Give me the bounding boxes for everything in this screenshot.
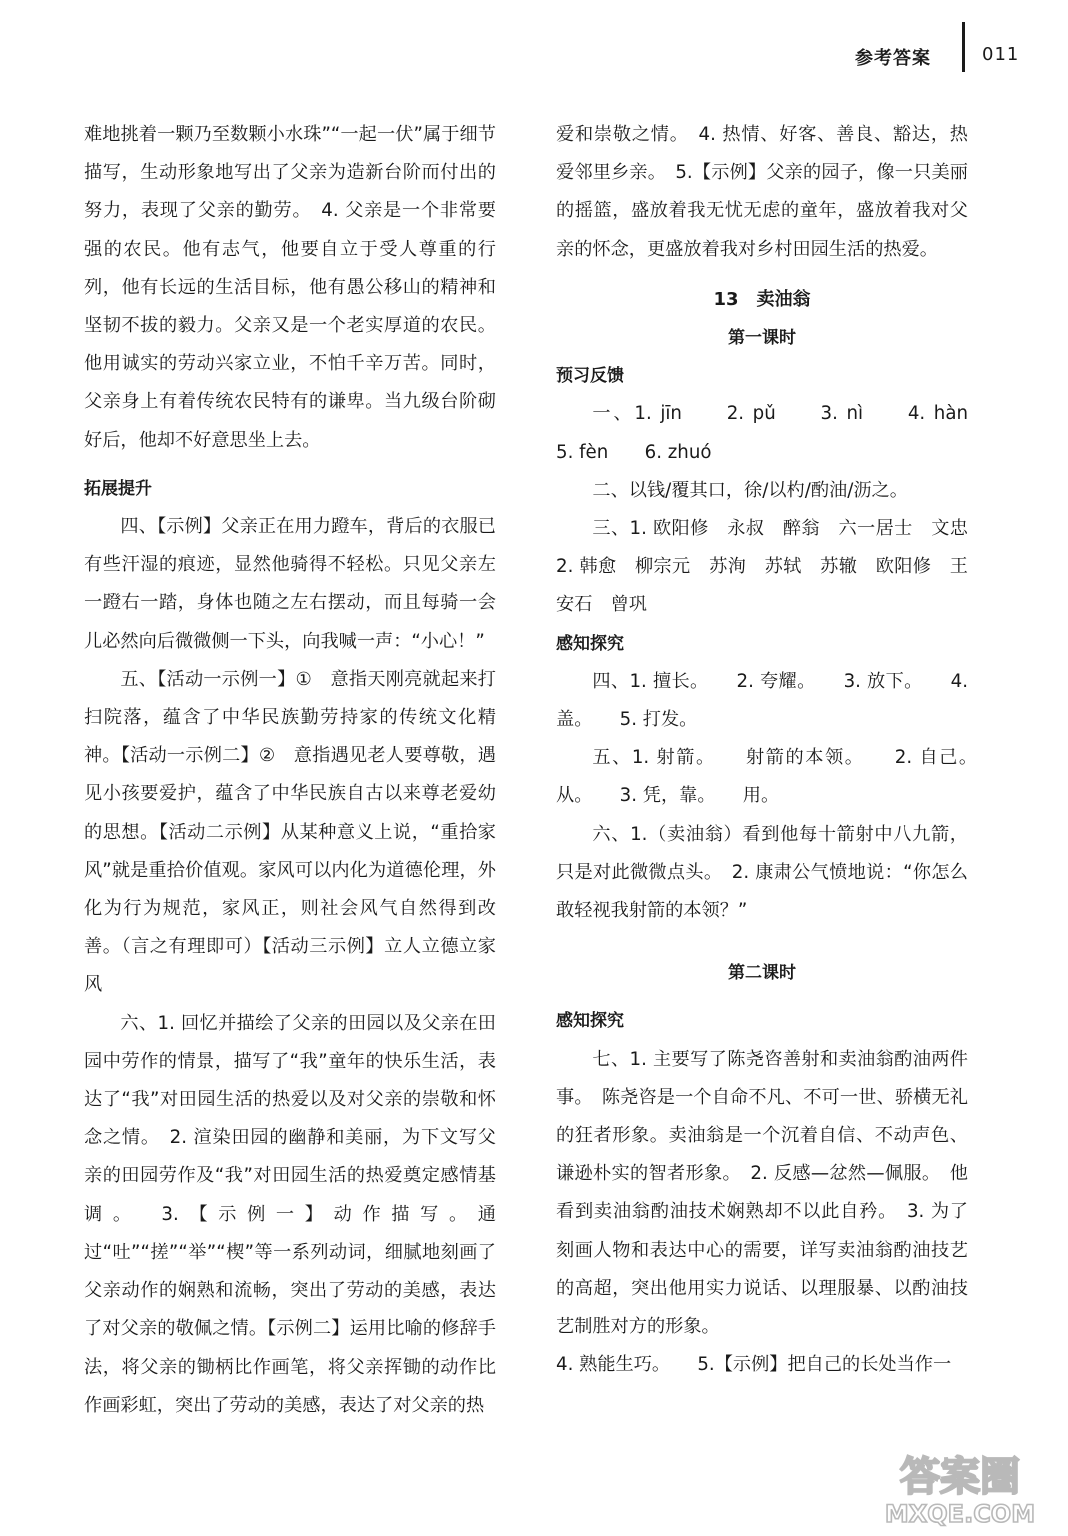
section-heading-perceive-1: 感知探究 — [556, 633, 624, 654]
answer-six-right: 六、1.（卖油翁）看到他每十箭射中八九箭，只是对此微微点头。 2. 康肃公气愤地说：“你怎么敢轻视我射箭的本领？” — [556, 823, 968, 922]
answer-five-right: 五、1. 射箭。 射箭的本领。 2. 自己。 从。 3. 凭，靠。 用。 — [556, 747, 987, 807]
answer-three: 三、1. 欧阳修 永叔 醉翁 六一居士 文忠 2. 韩愈 柳宗元 苏洵 苏轼 苏辙 欧阳修 王安石 曾巩 — [556, 518, 1005, 616]
paragraph-continued: 难地挑着一颗乃至数颗小水珠”“一起一伏”属于细节描写，生动形象地写出了父亲为造新台阶而付出的努力，表现了父亲的勤劳。 4. 父亲是一个非常要强的农民。他有志气，他要自立于受人尊重的行列，他有长远的生活目标，他有愚公移山的精神和坚韧不拔的毅力。父亲又是一个老实厚道的农民。他用诚实的劳动兴家立业，不怕千辛万苦。同时，父亲身上有着传统农民特有的谦卑。当九级台阶砌好后，他却不好意思坐上去。 — [84, 124, 496, 451]
section-heading-perceive-2: 感知探究 — [556, 1011, 624, 1032]
answer-four-right: 四、1. 擅长。 2. 夸耀。 3. 放下。 4. 盖。 5. 打发。 — [556, 670, 968, 731]
lesson-title: 13 卖油翁 — [713, 288, 811, 310]
header-divider — [962, 22, 965, 72]
watermark-logo — [880, 1446, 1040, 1528]
answer-two: 二、以钱/覆其口，徐/以杓/酌油/沥之。 — [592, 479, 908, 501]
header-title: 参考答案 — [855, 48, 931, 69]
period-one-title: 第一课时 — [728, 328, 796, 349]
section-heading-preview: 预习反馈 — [556, 366, 624, 387]
answer-one: 一、1. jīn 2. pǔ 3. nì 4. hàn 5. fèn 6. zhuó — [556, 403, 1005, 463]
period-two-title: 第二课时 — [728, 963, 796, 984]
answer-five: 五、【活动一示例一】① 意指天刚亮就起来打扫院落，蕴含了中华民族勤劳持家的传统文化精神。【活动一示例二】② 意指遇见老人要尊敬，遇见小孩要爱护，蕴含了中华民族自古以来尊老爱幼的思想。【活动二示例】从某种意义上说，“重拾家风”就是重拾价值观。家风可以内化为道德伦理，外化为行为规范，家风正，则社会风气自然得到改善。（言之有理即可）【活动三示例】立人立德立家风 — [84, 668, 496, 996]
answer-seven: 七、1. 主要写了陈尧咨善射和卖油翁酌油两件事。 陈尧咨是一个自命不凡、不可一世、骄横无礼的狂者形象。卖油翁是一个沉着自信、不动声色、谦逊朴实的智者形象。 2. 反感—忿然—佩服。 他看到卖油翁酌油技术娴熟却不以此自矜。 3. 为了刻画人物和表达中心的需要，详写卖油翁酌油技艺的高超，突出他用实力说话、以理服暴、以酌油技艺制胜对方的形象。 — [556, 1048, 968, 1338]
answer-seven-continued: 4. 熟能生巧。 5.【示例】把自己的长处当作一 — [556, 1354, 952, 1376]
answer-four: 四、【示例】父亲正在用力蹬车，背后的衣服已有些汗湿的痕迹，显然他骑得不轻松。只见父亲左一蹬右一踏，身体也随之左右摆动，而且每骑一会儿必然向后微微侧一下头，向我喊一声：“小心！” — [84, 516, 496, 652]
answer-six: 六、1. 回忆并描绘了父亲的田园以及父亲在田园中劳作的情景，描写了“我”童年的快乐生活，表达了“我”对田园生活的热爱以及对父亲的崇敬和怀念之情。 2. 渲染田园的幽静和美丽，为下文写父亲的田园劳作及“我”对田园生活的热爱奠定感情基调。 3.【示例一】动作描写。通过“吐”“搓”“举”“楔”等一系列动词，细腻地刻画了父亲动作的娴熟和流畅，突出了劳动的美感，表达了对父亲的敬佩之情。【示例二】运用比喻的修辞手法，将父亲的锄柄比作画笔，将父亲挥锄的动作比作画彩虹，突出了劳动的美感，表达了对父亲的热 — [84, 1012, 496, 1416]
section-heading-extend: 拓展提升 — [84, 478, 152, 499]
left-column — [84, 116, 496, 1425]
paragraph-continued-right: 爱和崇敬之情。 4. 热情、好客、善良、豁达，热爱邻里乡亲。 5.【示例】父亲的园子，像一只美丽的摇篮，盛放着我无忧无虑的童年，盛放着我对父亲的怀念，更盛放着我对乡村田园生活的热爱。 — [556, 124, 968, 260]
right-column — [556, 116, 1005, 1385]
watermark-text-url: MXQE.COM — [884, 1500, 1036, 1528]
page-number: 011 — [982, 44, 1020, 65]
watermark-text-cn: 答案圈 — [900, 1454, 1020, 1500]
